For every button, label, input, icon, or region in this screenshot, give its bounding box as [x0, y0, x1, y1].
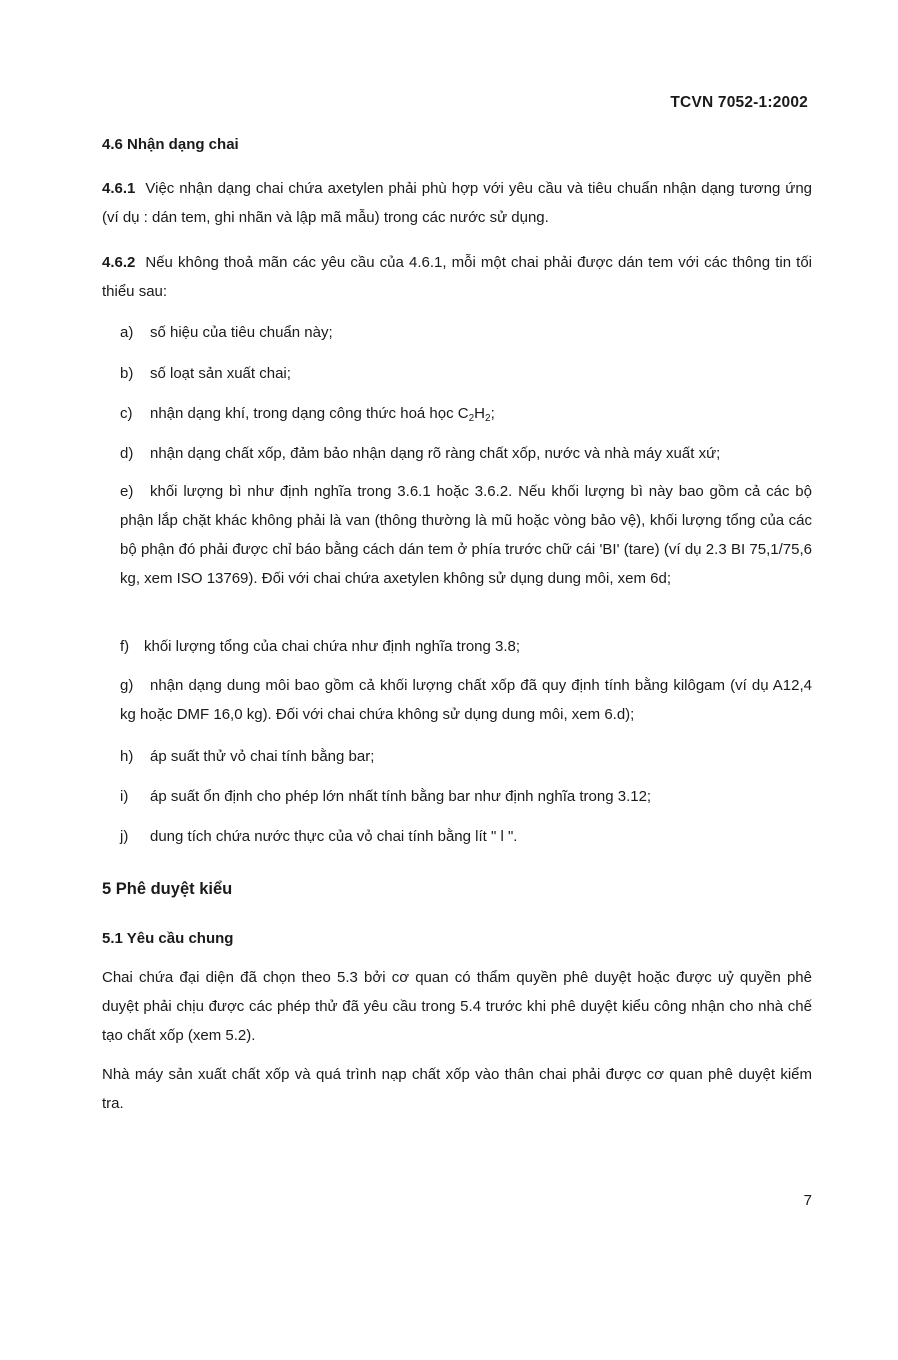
standard-code: TCVN 7052-1:2002 [670, 94, 808, 111]
list-item-h [120, 742, 812, 771]
list-item-text: khối lượng bì như định nghĩa trong 3.6.1 hoặc 3.6.2. Nếu khối lượng bì này bao gồm cả các bộ phận lắp chặt khác không phải là van (thông thường là mũ hoặc vòng bảo vệ), khối lượng tổng của các bộ phận đó phải được chỉ báo bằng cách dán tem ở phía trước chữ cái 'BI' (tare) (ví dụ 2.3 BI 75,1/75,6 kg, xem ISO 13769). Đối với chai chứa axetylen không sử dụng dung môi, xem 6d; [120, 483, 812, 587]
list-item-b [120, 359, 812, 388]
list-item-text: dung tích chứa nước thực của vỏ chai tính bằng lít " l ". [150, 828, 518, 845]
subscript: 2 [485, 413, 491, 424]
section-4-6-heading: 4.6 Nhận dạng chai [102, 136, 239, 153]
clause-text: Việc nhận dạng chai chứa axetylen phải phù hợp với yêu cầu và tiêu chuẩn nhận dạng tương ứng (ví dụ : dán tem, ghi nhãn và lập mã mẫu) trong các nước sử dụng. [102, 180, 812, 226]
subscript: 2 [468, 413, 475, 424]
list-item-label: g) [120, 677, 134, 694]
list-item-f [120, 632, 812, 661]
clause-number: 4.6.2 [102, 254, 136, 271]
page-number: 7 [803, 1192, 812, 1209]
paragraph-4-6-1 [102, 174, 812, 232]
list-item-text: ; [490, 405, 495, 422]
paragraph-5-1-second: Nhà máy sản xuất chất xốp và quá trình nạp chất xốp vào thân chai phải được cơ quan phê duyệt kiểm tra. [102, 1066, 812, 1112]
list-item-c [120, 399, 812, 428]
list-item-g [120, 671, 812, 729]
list-item-label: b) [120, 365, 134, 382]
list-item-label: e) [120, 483, 134, 500]
section-5-1-heading: 5.1 Yêu cầu chung [102, 930, 234, 947]
paragraph-5-1-first: Chai chứa đại diện đã chọn theo 5.3 bởi cơ quan có thẩm quyền phê duyệt hoặc được uỷ quyền phê duyệt phải chịu được các phép thử đã yêu cầu trong 5.4 trước khi phê duyệt kiểu công nhận cho nhà chế tạo chất xốp (xem 5.2). [102, 969, 812, 1044]
clause-number: 4.6.1 [102, 180, 136, 197]
list-item-d [120, 439, 812, 468]
section-5-heading: 5 Phê duyệt kiểu [102, 880, 233, 898]
list-item-text: nhận dạng khí, trong dạng công thức hoá học C [150, 405, 469, 422]
list-item-j [120, 822, 812, 851]
list-item-label: j) [120, 828, 129, 845]
list-item-text: khối lượng tổng của chai chứa như định nghĩa trong 3.8; [144, 638, 521, 655]
list-item-label: f) [120, 638, 130, 655]
list-item-text: áp suất thử vỏ chai tính bằng bar; [150, 748, 375, 765]
list-item-text: số hiệu của tiêu chuẩn này; [150, 324, 333, 341]
list-item-e [120, 477, 812, 593]
list-item-text: số loạt sản xuất chai; [150, 365, 291, 382]
list-item-text: nhận dạng dung môi bao gồm cả khối lượng chất xốp đã quy định tính bằng kilôgam (ví dụ A12,4 kg hoặc DMF 16,0 kg). Đối với chai chứa không sử dụng dung môi, xem 6.d); [120, 677, 812, 723]
list-item-a [120, 318, 812, 347]
list-item-text: nhận dạng chất xốp, đảm bảo nhận dạng rõ ràng chất xốp, nước và nhà máy xuất xứ; [150, 445, 721, 462]
list-item-label: i) [120, 788, 129, 805]
list-item-label: c) [120, 405, 133, 422]
list-item-i [120, 782, 812, 811]
list-item-text: áp suất ổn định cho phép lớn nhất tính bằng bar như định nghĩa trong 3.12; [150, 788, 652, 805]
list-item-label: a) [120, 324, 134, 341]
paragraph-4-6-2 [102, 248, 812, 306]
list-item-label: d) [120, 445, 134, 462]
clause-text: Nếu không thoả mãn các yêu cầu của 4.6.1, mỗi một chai phải được dán tem với các thông tin tối thiểu sau: [102, 254, 812, 300]
list-item-label: h) [120, 748, 134, 765]
list-item-text: H [474, 405, 486, 422]
